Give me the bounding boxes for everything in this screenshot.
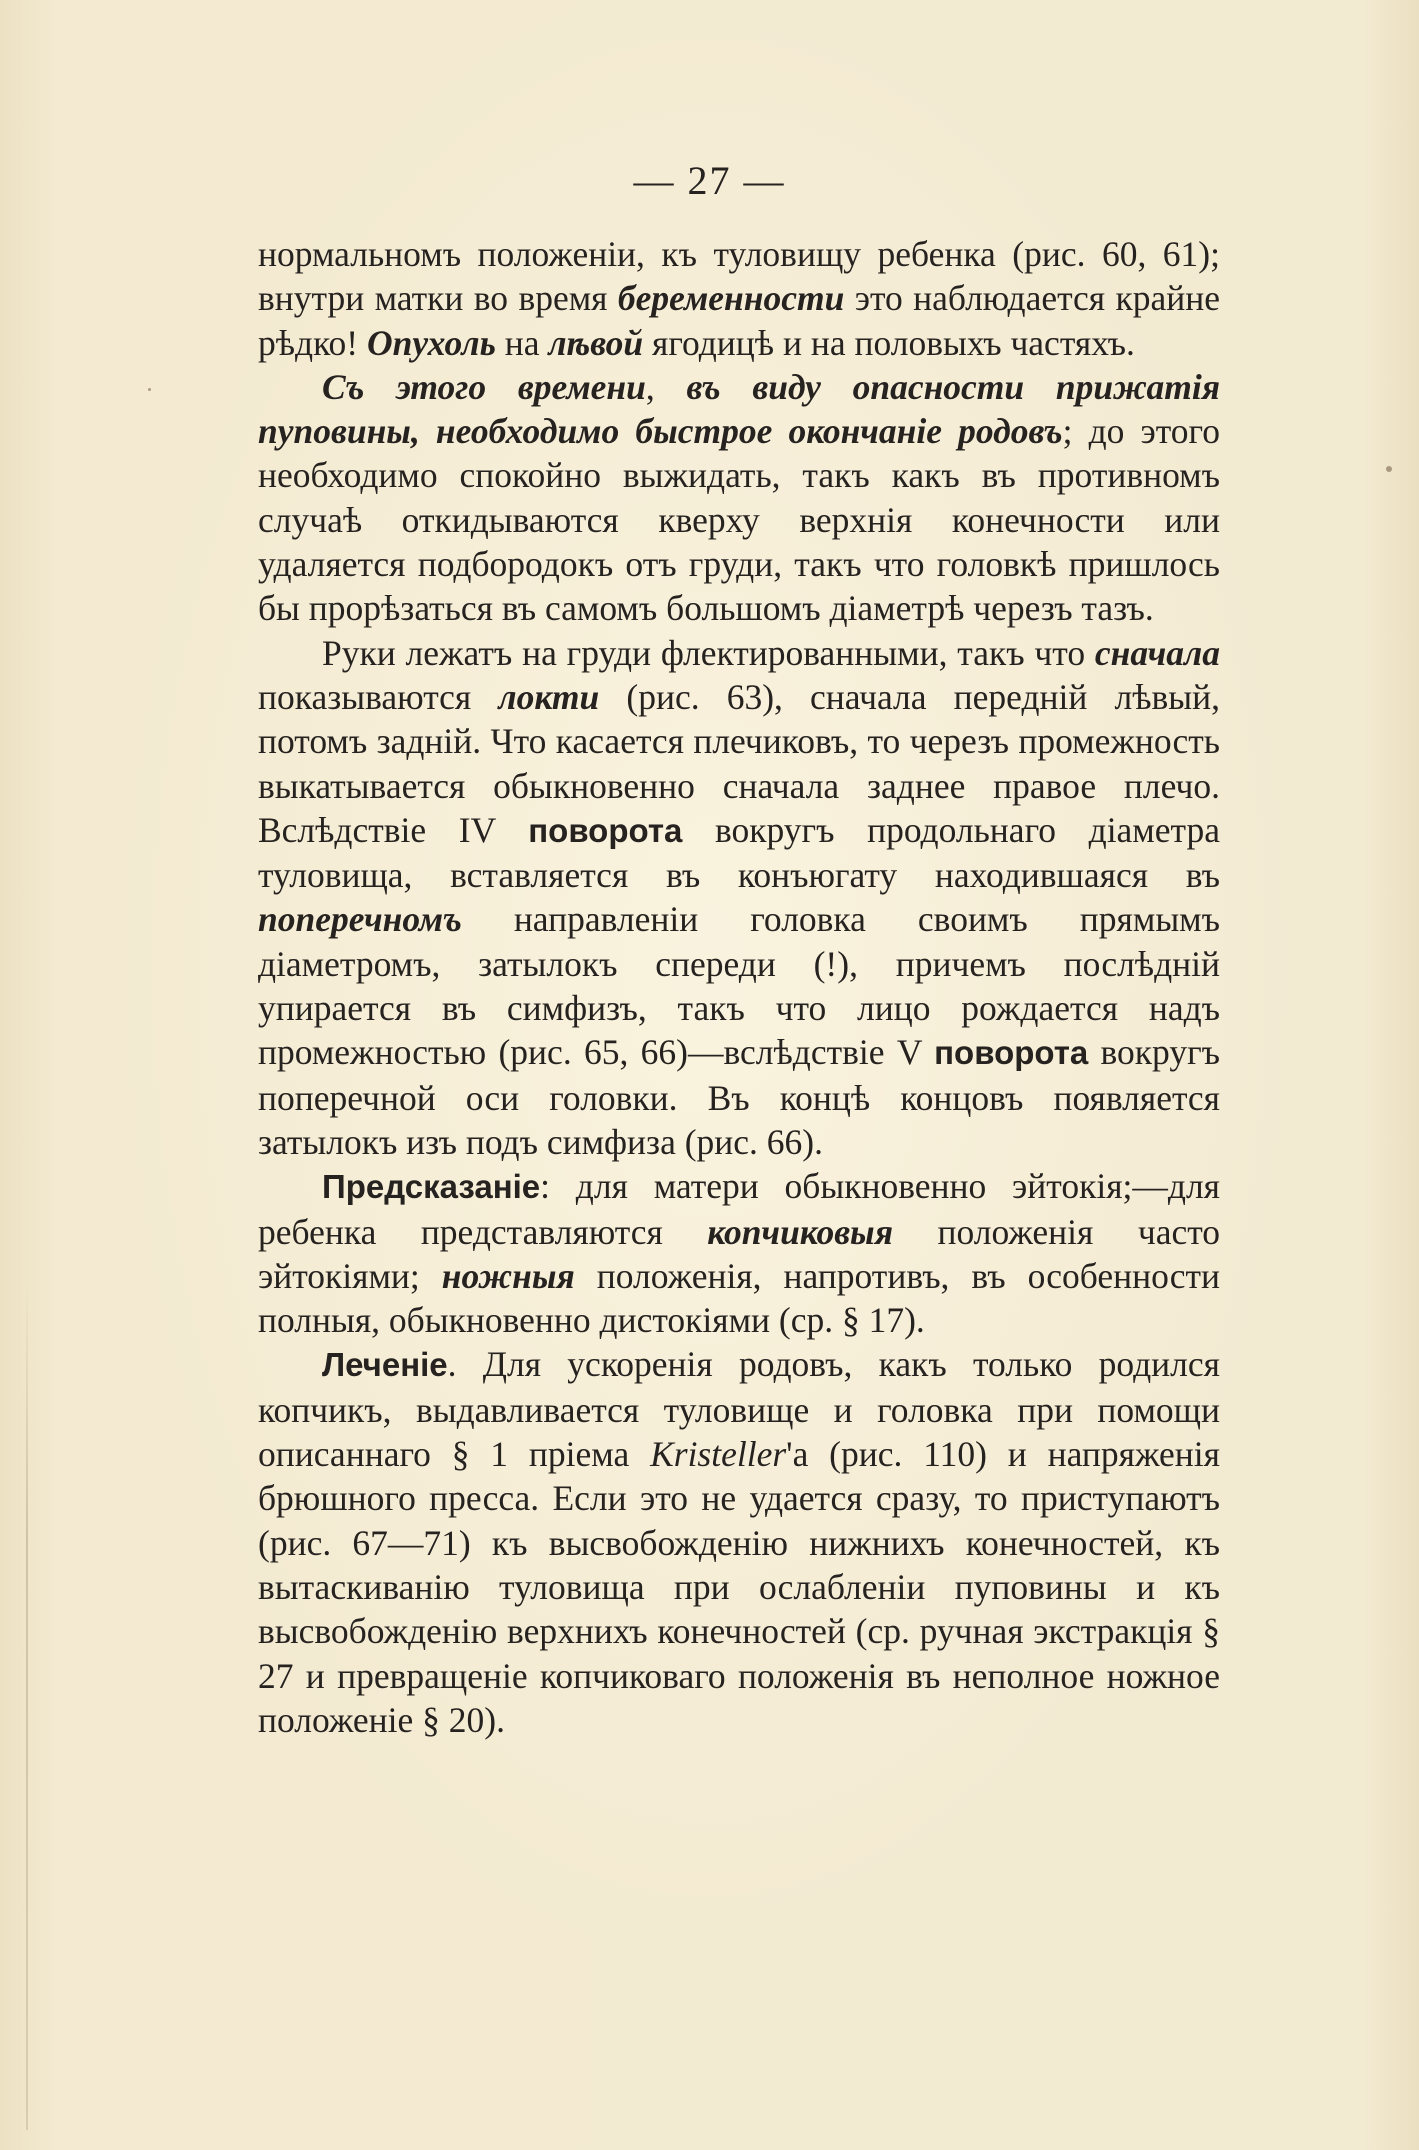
text-run: показываются	[258, 676, 499, 717]
paragraph	[258, 365, 1220, 631]
page-number: — 27 —	[633, 158, 786, 203]
text-run: нормальномъ положеніи, къ туловищу ребенка (рис. 60, 61); внутри матки во время	[258, 234, 1220, 319]
text-run: . Для ускоренія родовъ, какъ только родился копчикъ, выдавливается туловище и головка при помощи описаннаго § 1 пріема	[258, 1344, 1220, 1475]
text-run: (рис. 63), сначала передній лѣвый, потомъ задній. Что касается плечиковъ, то черезъ промежность выкатывается обыкновенно сначала заднее правое плечо. Вслѣдствіе IV	[258, 676, 1220, 850]
emphasis-text: ножныя	[441, 1255, 575, 1296]
emphasis-text: Съ этого времени	[322, 366, 646, 407]
emphasis-text: беременности	[617, 278, 845, 319]
text-run: положенія часто эйтокіями;	[258, 1211, 1220, 1296]
heading-term: Леченіе	[322, 1346, 448, 1384]
emphasis-text: лѣвой	[548, 322, 644, 363]
text-run: Руки лежатъ на груди флектированными, такъ что	[322, 632, 1095, 673]
text-run: на	[495, 322, 549, 363]
heading-term: Предсказаніе	[322, 1168, 541, 1206]
emphasis-text: копчиковыя	[707, 1211, 893, 1252]
paragraph	[258, 232, 1220, 365]
emphasis-text: локти	[498, 676, 600, 717]
page-edge-shadow	[26, 1280, 28, 2130]
heading-term: поворота	[934, 1034, 1089, 1072]
paragraph	[258, 631, 1220, 1165]
text-run: вокругъ поперечной оси головки. Въ концѣ концовъ появляется затылокъ изъ подъ симфиза (рис. 66).	[258, 1032, 1221, 1162]
text-run: ,	[645, 366, 687, 407]
emphasis-text: поперечномъ	[258, 899, 462, 940]
text-run: ; до этого необходимо спокойно выжидать, такъ какъ въ противномъ случаѣ откидываются кверху верхнія конечности или удаляется подбородокъ отъ груди, такъ что головкѣ пришлось бы прорѣзаться въ самомъ большомъ діаметрѣ черезъ тазъ.	[258, 411, 1220, 629]
paragraph	[258, 1342, 1220, 1742]
paper-speck	[1386, 466, 1392, 472]
text-run: положенія, напротивъ, въ особенности полныя, обыкновенно дистокіями (ср. § 17).	[258, 1255, 1221, 1341]
emphasis-text: сначала	[1094, 632, 1220, 673]
text-run: направленіи головка своимъ прямымъ діаметромъ, затылокъ спереди (!), причемъ послѣдній упирается въ симфизъ, такъ что лицо рождается надъ промежностью (рис. 65, 66)—вслѣдствіе V	[258, 899, 1220, 1073]
text-run: 'а (рис. 110) и напряженія брюшного пресса. Если это не удается сразу, то приступаютъ (рис. 67—71) къ высвобожденію нижнихъ конечностей, къ вытаскиванію туловища при ослабленіи пуповины и къ высвобожденію верхнихъ конечностей (ср. ручная экстракція § 27 и превращеніе копчиковаго положенія въ неполное ножное положеніе § 20).	[258, 1434, 1220, 1740]
text-run: ягодицѣ и на половыхъ частяхъ.	[643, 322, 1135, 363]
text-run: вокругъ продольнаго діаметра туловища, вставляется въ конъюгату находившаяся въ	[258, 809, 1220, 896]
body-text	[258, 232, 1220, 1742]
emphasis-text: Опухоль	[366, 322, 496, 363]
paper-speck	[148, 388, 151, 391]
emphasis-text: въ виду опасности прижатія пуповины, необходимо быстрое окончаніе родовъ	[258, 366, 1220, 452]
heading-term: поворота	[528, 811, 683, 849]
text-run: это наблюдается крайне рѣдко!	[258, 278, 1221, 363]
text-run: : для матери обыкновенно эйтокія;—для ребенка представляются	[258, 1166, 1220, 1252]
name-text: Kristeller	[650, 1434, 787, 1475]
paragraph	[258, 1164, 1220, 1342]
